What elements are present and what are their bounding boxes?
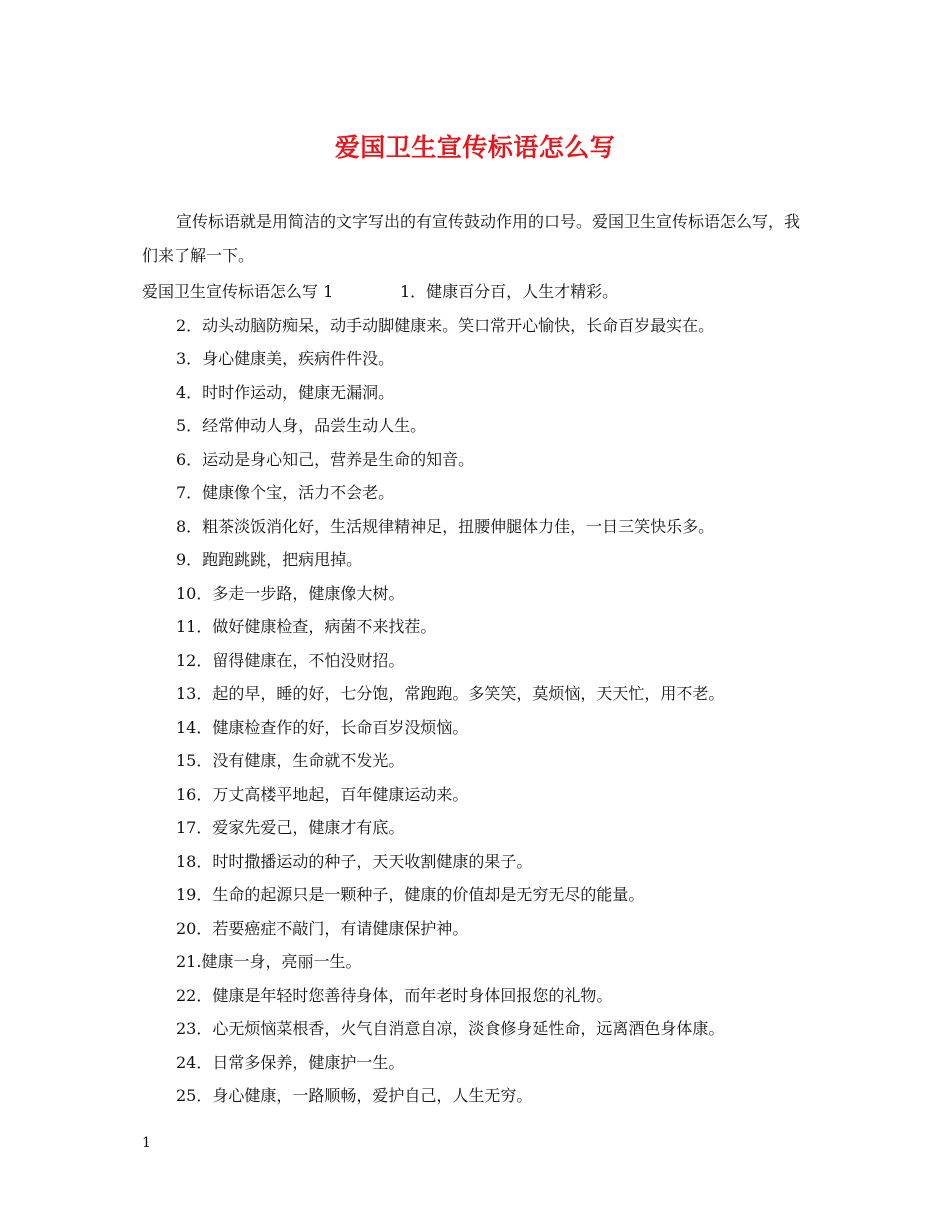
list-item: 5．经常伸动人身，品尝生动人生。 [176, 416, 427, 435]
list-item: 22．健康是年轻时您善待身体，而年老时身体回报您的礼物。 [176, 985, 613, 1005]
list-item: 21.健康一身，亮丽一生。 [176, 952, 362, 971]
list-item: 14．健康检查作的好，长命百岁没烦恼。 [176, 717, 469, 737]
list-item: 19．生命的起源只是一颗种子，健康的价值却是无穷无尽的能量。 [176, 885, 645, 904]
page-number: 1 [142, 1135, 151, 1151]
list-item: 23．心无烦恼菜根香，火气自消意自凉，淡食修身延性命，远离酒色身体康。 [176, 1019, 725, 1038]
list-item: 25．身心健康，一路顺畅，爱护自己，人生无穷。 [176, 1086, 533, 1105]
list-item: 8．粗茶淡饭消化好，生活规律精神足，扭腰伸腿体力佳，一日三笑快乐多。 [176, 516, 715, 536]
list-item: 12．留得健康在，不怕没财招。 [176, 650, 405, 670]
list-item: 24．日常多保养，健康护一生。 [176, 1052, 405, 1072]
list-item: 11．做好健康检查，病菌不来找茬。 [176, 617, 437, 636]
slogan-list [142, 275, 822, 1113]
list-item: 20．若要癌症不敲门，有请健康保护神。 [176, 918, 469, 938]
list-item: 7．健康像个宝，活力不会老。 [176, 483, 395, 502]
list-item [142, 275, 822, 309]
slogan-text: 1．健康百分百，人生才精彩。 [400, 282, 619, 301]
list-item: 17．爱家先爱己，健康才有底。 [176, 818, 405, 837]
list-item: 6．运动是身心知己，营养是生命的知音。 [176, 449, 475, 469]
list-item: 15．没有健康，生命就不发光。 [176, 751, 405, 770]
document-title: 爱国卫生宣传标语怎么写 [334, 133, 616, 162]
list-item: 3．身心健康美，疾病件件没。 [176, 349, 395, 368]
intro-paragraph: 宣传标语就是用简洁的文字写出的有宣传鼓动作用的口号。爱国卫生宣传标语怎么写，我们来了解一下。 [142, 212, 801, 265]
list-item: 18．时时撒播运动的种子，天天收割健康的果子。 [176, 851, 533, 871]
section-heading: 爱国卫生宣传标语怎么写 1 [142, 282, 334, 301]
list-item: 16．万丈高楼平地起，百年健康运动来。 [176, 784, 469, 804]
list-item: 10．多走一步路，健康像大树。 [176, 583, 405, 603]
list-item: 2．动头动脑防痴呆，动手动脚健康来。笑口常开心愉快，长命百岁最实在。 [176, 315, 715, 335]
list-item: 4．时时作运动，健康无漏洞。 [176, 382, 395, 402]
list-item: 13．起的早，睡的好，七分饱，常跑跑。多笑笑，莫烦恼，天天忙，用不老。 [176, 684, 725, 703]
list-item: 9．跑跑跳跳，把病甩掉。 [176, 550, 363, 569]
